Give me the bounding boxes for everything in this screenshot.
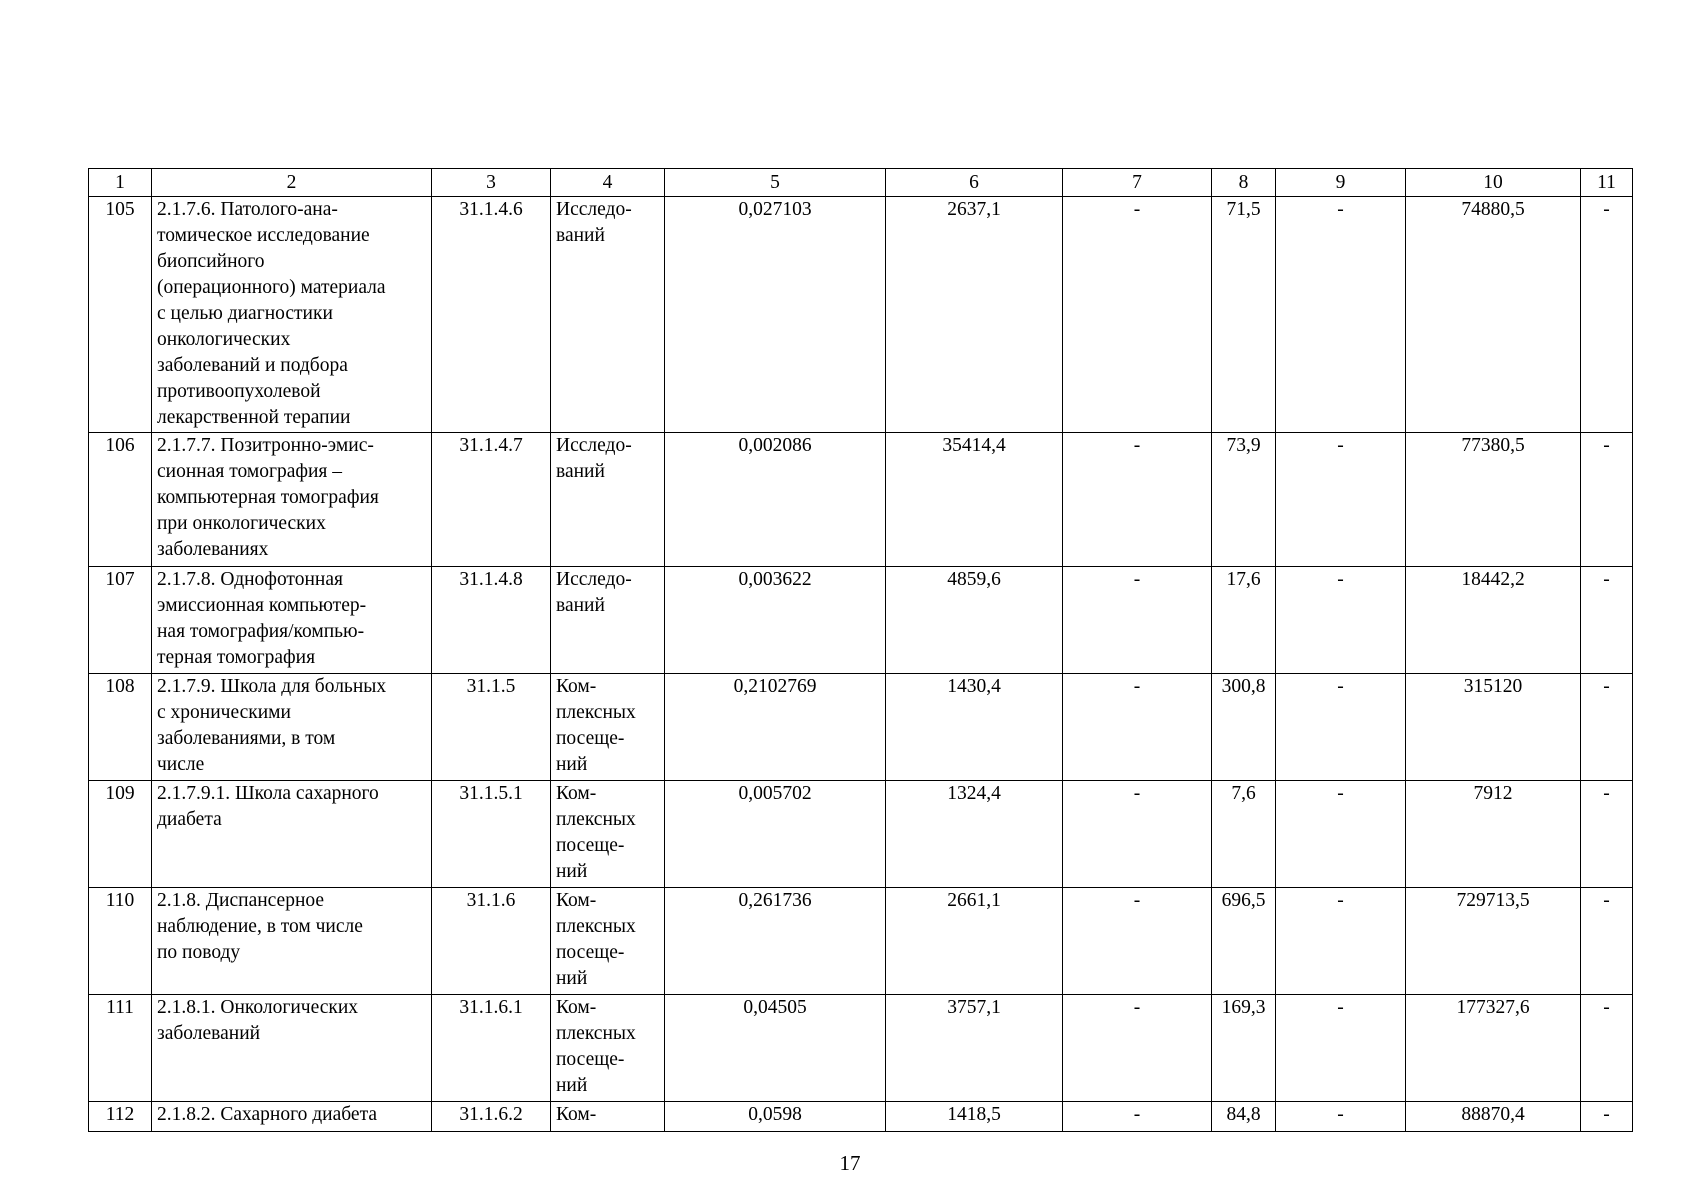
- cell-col-11: -: [1581, 995, 1633, 1102]
- cell-col-10: 77380,5: [1406, 433, 1581, 567]
- cell-col-6: 1418,5: [886, 1102, 1063, 1132]
- cell-col-9: -: [1276, 1102, 1406, 1132]
- col-header-11: 11: [1581, 169, 1633, 197]
- cell-col-10: 88870,4: [1406, 1102, 1581, 1132]
- cell-col-2: 2.1.7.9.1. Школа сахарного диабета: [152, 781, 432, 888]
- cell-col-9: -: [1276, 888, 1406, 995]
- cell-col-3: 31.1.5.1: [432, 781, 551, 888]
- page-number: 17: [839, 1151, 861, 1175]
- cell-col-8: 7,6: [1212, 781, 1276, 888]
- cell-col-6: 4859,6: [886, 567, 1063, 674]
- cell-col-7: -: [1063, 674, 1212, 781]
- cell-col-2: 2.1.7.8. Однофотонная эмиссионная компьютер- ная томография/компью- терная томография: [152, 567, 432, 674]
- cell-col-1: 105: [89, 197, 152, 433]
- cell-col-1: 109: [89, 781, 152, 888]
- table-row: [89, 995, 1633, 1102]
- cell-col-11: -: [1581, 567, 1633, 674]
- cell-col-3: 31.1.6.1: [432, 995, 551, 1102]
- cell-col-11: -: [1581, 888, 1633, 995]
- cell-col-2: 2.1.7.6. Патолого-ана- томическое исследование биопсийного (операционного) материала с целью диагностики онкологических заболеваний и подбора противоопухолевой лекарственной терапии: [152, 197, 432, 433]
- col-header-4: 4: [551, 169, 665, 197]
- table-row: [89, 433, 1633, 567]
- cell-col-2: 2.1.8. Диспансерное наблюдение, в том числе по поводу: [152, 888, 432, 995]
- cell-col-6: 35414,4: [886, 433, 1063, 567]
- cell-col-10: 729713,5: [1406, 888, 1581, 995]
- cell-col-8: 84,8: [1212, 1102, 1276, 1132]
- cell-col-10: 74880,5: [1406, 197, 1581, 433]
- col-header-6: 6: [886, 169, 1063, 197]
- cell-col-1: 112: [89, 1102, 152, 1132]
- cell-col-9: -: [1276, 567, 1406, 674]
- col-header-7: 7: [1063, 169, 1212, 197]
- cell-col-3: 31.1.5: [432, 674, 551, 781]
- cell-col-1: 106: [89, 433, 152, 567]
- cell-col-10: 7912: [1406, 781, 1581, 888]
- cell-col-7: -: [1063, 567, 1212, 674]
- data-table: [88, 168, 1633, 1132]
- cell-col-9: -: [1276, 995, 1406, 1102]
- col-header-9: 9: [1276, 169, 1406, 197]
- cell-col-5: 0,04505: [665, 995, 886, 1102]
- cell-col-2: 2.1.7.9. Школа для больных с хроническими заболеваниями, в том числе: [152, 674, 432, 781]
- cell-col-4: Ком- плексных посеще- ний: [551, 781, 665, 888]
- cell-col-4: Исследо- ваний: [551, 197, 665, 433]
- table-body: [89, 197, 1633, 1132]
- cell-col-9: -: [1276, 781, 1406, 888]
- cell-col-5: 0,261736: [665, 888, 886, 995]
- cell-col-2: 2.1.7.7. Позитронно-эмис- сионная томография – компьютерная томография при онкологических заболеваниях: [152, 433, 432, 567]
- cell-col-7: -: [1063, 888, 1212, 995]
- cell-col-3: 31.1.6.2: [432, 1102, 551, 1132]
- cell-col-4: Ком- плексных посеще- ний: [551, 888, 665, 995]
- col-header-5: 5: [665, 169, 886, 197]
- cell-col-4: Ком- плексных посеще- ний: [551, 995, 665, 1102]
- cell-col-11: -: [1581, 1102, 1633, 1132]
- col-header-1: 1: [89, 169, 152, 197]
- cell-col-7: -: [1063, 995, 1212, 1102]
- cell-col-11: -: [1581, 674, 1633, 781]
- cell-col-6: 3757,1: [886, 995, 1063, 1102]
- cell-col-1: 108: [89, 674, 152, 781]
- col-header-2: 2: [152, 169, 432, 197]
- cell-col-5: 0,005702: [665, 781, 886, 888]
- cell-col-5: 0,2102769: [665, 674, 886, 781]
- cell-col-10: 177327,6: [1406, 995, 1581, 1102]
- table-header: [89, 169, 1633, 197]
- cell-col-6: 1430,4: [886, 674, 1063, 781]
- cell-col-8: 300,8: [1212, 674, 1276, 781]
- cell-col-8: 169,3: [1212, 995, 1276, 1102]
- cell-col-3: 31.1.4.7: [432, 433, 551, 567]
- cell-col-5: 0,0598: [665, 1102, 886, 1132]
- cell-col-4: Исследо- ваний: [551, 433, 665, 567]
- cell-col-10: 18442,2: [1406, 567, 1581, 674]
- table-row: [89, 674, 1633, 781]
- cell-col-5: 0,002086: [665, 433, 886, 567]
- cell-col-3: 31.1.6: [432, 888, 551, 995]
- cell-col-5: 0,003622: [665, 567, 886, 674]
- cell-col-7: -: [1063, 433, 1212, 567]
- cell-col-3: 31.1.4.8: [432, 567, 551, 674]
- cell-col-7: -: [1063, 1102, 1212, 1132]
- cell-col-9: -: [1276, 197, 1406, 433]
- cell-col-10: 315120: [1406, 674, 1581, 781]
- cell-col-6: 2637,1: [886, 197, 1063, 433]
- col-header-3: 3: [432, 169, 551, 197]
- header-row: [89, 169, 1633, 197]
- cell-col-2: 2.1.8.2. Сахарного диабета: [152, 1102, 432, 1132]
- cell-col-8: 17,6: [1212, 567, 1276, 674]
- cell-col-1: 111: [89, 995, 152, 1102]
- table-row: [89, 1102, 1633, 1132]
- table-row: [89, 567, 1633, 674]
- col-header-8: 8: [1212, 169, 1276, 197]
- cell-col-9: -: [1276, 433, 1406, 567]
- cell-col-4: Ком- плексных посеще- ний: [551, 674, 665, 781]
- table-row: [89, 888, 1633, 995]
- cell-col-1: 107: [89, 567, 152, 674]
- cell-col-11: -: [1581, 197, 1633, 433]
- cell-col-7: -: [1063, 197, 1212, 433]
- cell-col-9: -: [1276, 674, 1406, 781]
- cell-col-4: Исследо- ваний: [551, 567, 665, 674]
- col-header-10: 10: [1406, 169, 1581, 197]
- cell-col-5: 0,027103: [665, 197, 886, 433]
- cell-col-6: 2661,1: [886, 888, 1063, 995]
- table-row: [89, 197, 1633, 433]
- table-row: [89, 781, 1633, 888]
- cell-col-8: 71,5: [1212, 197, 1276, 433]
- cell-col-11: -: [1581, 433, 1633, 567]
- cell-col-3: 31.1.4.6: [432, 197, 551, 433]
- cell-col-1: 110: [89, 888, 152, 995]
- cell-col-8: 696,5: [1212, 888, 1276, 995]
- cell-col-4: Ком-: [551, 1102, 665, 1132]
- cell-col-7: -: [1063, 781, 1212, 888]
- cell-col-8: 73,9: [1212, 433, 1276, 567]
- cell-col-2: 2.1.8.1. Онкологических заболеваний: [152, 995, 432, 1102]
- cell-col-6: 1324,4: [886, 781, 1063, 888]
- cell-col-11: -: [1581, 781, 1633, 888]
